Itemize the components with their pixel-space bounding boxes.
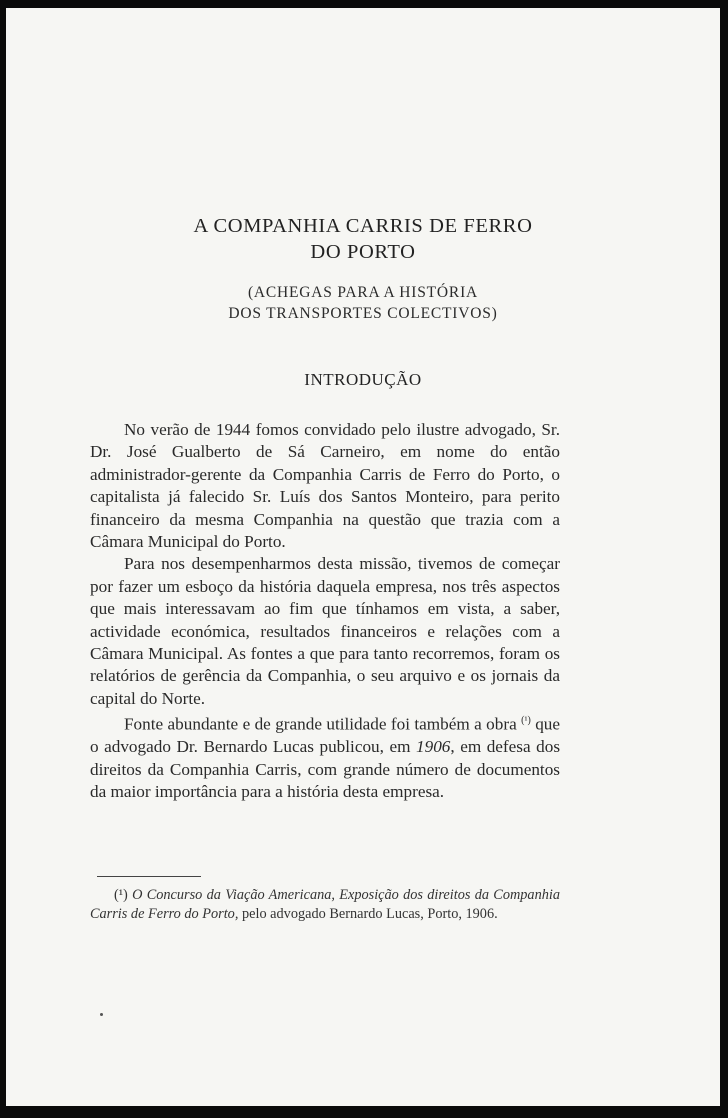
paragraph-3-middle: que o advogado Dr. Bernardo Lucas publicou, em <box>90 715 561 757</box>
paragraph-3 <box>90 710 560 803</box>
book-page <box>6 8 720 1106</box>
footnote <box>90 886 560 924</box>
footnote-reference: (¹) <box>521 715 531 727</box>
footnote-rest: pelo advogado Bernardo Lucas, Porto, 1906. <box>241 906 498 922</box>
paragraph-3-year: 1906 <box>416 737 451 757</box>
scan-speck <box>100 1013 103 1016</box>
section-heading: INTRODUÇÃO <box>304 370 422 389</box>
paragraph-1: No verão de 1944 fomos convidado pelo ilustre advogado, Sr. Dr. José Gualberto de Sá Carneiro, em nome do então administrador-gerente da Companhia Carris de Ferro do Porto, o capitalista já falecido Sr. Luís dos Santos Monteiro, para perito financeiro da mesma Companhia na questão que trazia com a Câmara Municipal do Porto. <box>90 420 560 552</box>
subtitle-line-2: DOS TRANSPORTES COLECTIVOS) <box>228 305 498 322</box>
paragraph-3-before: Fonte abundante e de grande utilidade foi também a obra <box>124 715 517 735</box>
title-line-1: A COMPANHIA CARRIS DE FERRO <box>193 215 533 237</box>
footnote-title: O Concurso da Viação Americana, Exposição dos direitos da Companhia Carris de Ferro do Porto, <box>90 887 561 922</box>
paragraph-3-after: , em defesa dos direitos da Companhia Carris, com grande número de documentos da maior importância para a história desta empresa. <box>90 737 561 802</box>
footnote-marker: (¹) <box>114 887 128 903</box>
body-text <box>90 419 560 804</box>
title-line-2: DO PORTO <box>310 241 416 263</box>
paragraph-2: Para nos desempenharmos desta missão, tivemos de começar por fazer um esboço da história daquela empresa, nos três aspectos que mais interessavam ao fim que tínhamos em vista, a saber, actividade económica, resultados financeiros e relações com a Câmara Municipal. As fontes a que para tanto recorremos, foram os relatórios de gerência da Companhia, o seu arquivo e os jornais da capital do Norte. <box>90 554 560 708</box>
footnote-divider <box>97 876 201 877</box>
subtitle-line-1: (ACHEGAS PARA A HISTÓRIA <box>247 284 479 301</box>
